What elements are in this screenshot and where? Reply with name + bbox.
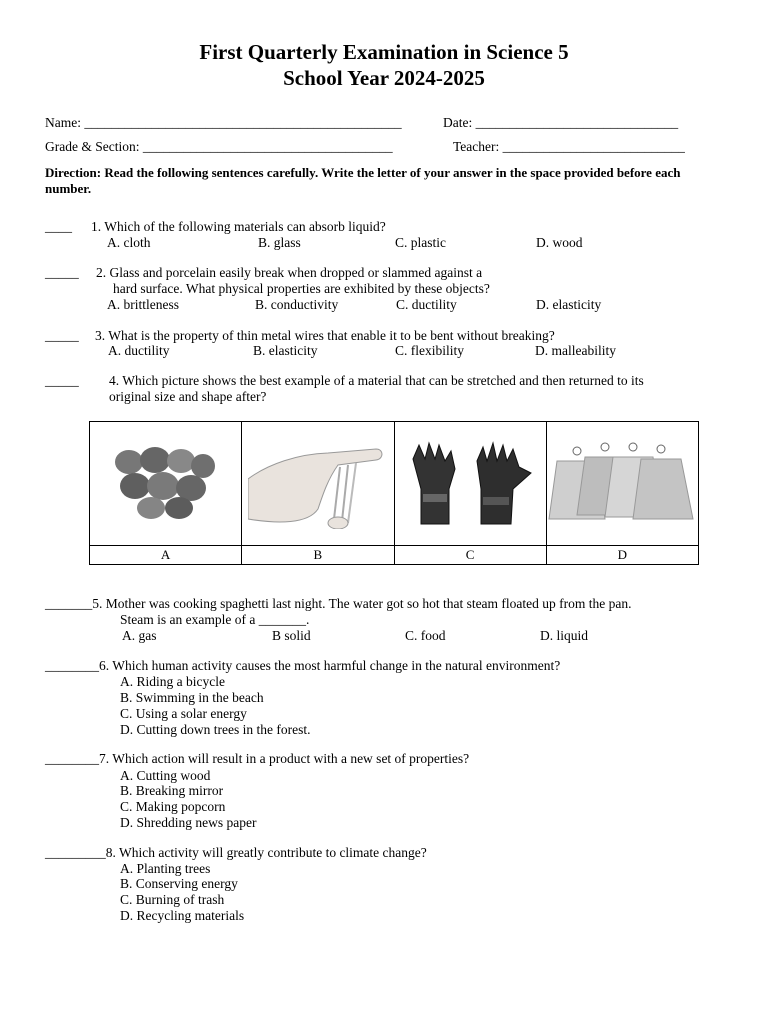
option-b: B. Breaking mirror bbox=[120, 783, 224, 798]
option-a: A. Riding a bicycle bbox=[120, 674, 225, 689]
option-c: C. Using a solar energy bbox=[120, 706, 247, 721]
option-a: A. Planting trees bbox=[120, 861, 211, 876]
date-field[interactable]: Date: ______________________________ bbox=[443, 115, 679, 130]
question-7: ________7. Which action will result in a product with a new set of properties? bbox=[45, 751, 470, 766]
school-year: School Year 2024-2025 bbox=[283, 66, 485, 90]
rubber-band-hand-icon bbox=[248, 439, 388, 529]
answer-blank[interactable]: _____ bbox=[45, 373, 79, 388]
option-d: D. wood bbox=[536, 235, 583, 250]
option-a: A. cloth bbox=[107, 235, 151, 250]
option-d: D. Shredding news paper bbox=[120, 815, 257, 830]
hand-towels-icon bbox=[547, 439, 697, 529]
picture-d-cell bbox=[546, 422, 698, 546]
question-4-cont: original size and shape after? bbox=[109, 389, 267, 404]
option-a: A. ductility bbox=[108, 343, 170, 358]
question-5-cont: Steam is an example of a _______. bbox=[120, 612, 310, 627]
directions: Direction: Read the following sentences carefully. Write the letter of your answer in the space provided before each number. bbox=[45, 165, 681, 196]
option-d: D. Cutting down trees in the forest. bbox=[120, 722, 311, 737]
option-a: A. gas bbox=[122, 628, 157, 643]
option-c: C. Making popcorn bbox=[120, 799, 226, 814]
option-b: B. Swimming in the beach bbox=[120, 690, 264, 705]
picture-b-cell bbox=[242, 422, 394, 546]
option-c: C. food bbox=[405, 628, 446, 643]
question-4: 4. Which picture shows the best example of a material that can be stretched and then returned to its bbox=[109, 373, 644, 388]
option-a: A. brittleness bbox=[107, 297, 179, 312]
teacher-field[interactable]: Teacher: ___________________________ bbox=[453, 139, 685, 154]
question-5: _______5. Mother was cooking spaghetti last night. The water got so hot that steam floated up from the pan. bbox=[45, 596, 632, 611]
exam-title: First Quarterly Examination in Science 5 bbox=[199, 40, 569, 64]
option-d: D. liquid bbox=[540, 628, 589, 643]
picture-label-b: B bbox=[242, 546, 394, 565]
option-d: D. malleability bbox=[535, 343, 616, 358]
option-d: D. elasticity bbox=[536, 297, 602, 312]
gloves-icon bbox=[405, 439, 535, 529]
picture-c-cell bbox=[394, 422, 546, 546]
stones-icon bbox=[111, 444, 221, 524]
grade-section-field[interactable]: Grade & Section: _____________________________________ bbox=[45, 139, 393, 154]
option-b: B. glass bbox=[258, 235, 301, 250]
option-b: B solid bbox=[272, 628, 311, 643]
question-3: 3. What is the property of thin metal wires that enable it to be bent without breaking? bbox=[95, 328, 555, 343]
answer-blank[interactable]: ____ bbox=[45, 219, 72, 234]
picture-table bbox=[89, 421, 699, 565]
picture-a-cell bbox=[90, 422, 242, 546]
picture-label-c: C bbox=[394, 546, 546, 565]
option-c: C. ductility bbox=[396, 297, 457, 312]
picture-label-d: D bbox=[546, 546, 698, 565]
option-b: B. conductivity bbox=[255, 297, 339, 312]
question-2: 2. Glass and porcelain easily break when dropped or slammed against a bbox=[96, 265, 483, 280]
option-a: A. Cutting wood bbox=[120, 768, 211, 783]
option-c: C. plastic bbox=[395, 235, 446, 250]
option-b: B. Conserving energy bbox=[120, 876, 238, 891]
picture-label-a: A bbox=[90, 546, 242, 565]
option-c: C. flexibility bbox=[395, 343, 464, 358]
option-c: C. Burning of trash bbox=[120, 892, 225, 907]
answer-blank[interactable]: _____ bbox=[45, 265, 79, 280]
question-6: ________6. Which human activity causes the most harmful change in the natural environment? bbox=[45, 658, 561, 673]
question-2-cont: hard surface. What physical properties are exhibited by these objects? bbox=[113, 281, 490, 296]
name-field[interactable]: Name: _______________________________________________ bbox=[45, 115, 402, 130]
option-b: B. elasticity bbox=[253, 343, 318, 358]
question-8: _________8. Which activity will greatly contribute to climate change? bbox=[45, 845, 427, 860]
option-d: D. Recycling materials bbox=[120, 908, 245, 923]
question-1: 1. Which of the following materials can absorb liquid? bbox=[91, 219, 386, 234]
answer-blank[interactable]: _____ bbox=[45, 328, 79, 343]
